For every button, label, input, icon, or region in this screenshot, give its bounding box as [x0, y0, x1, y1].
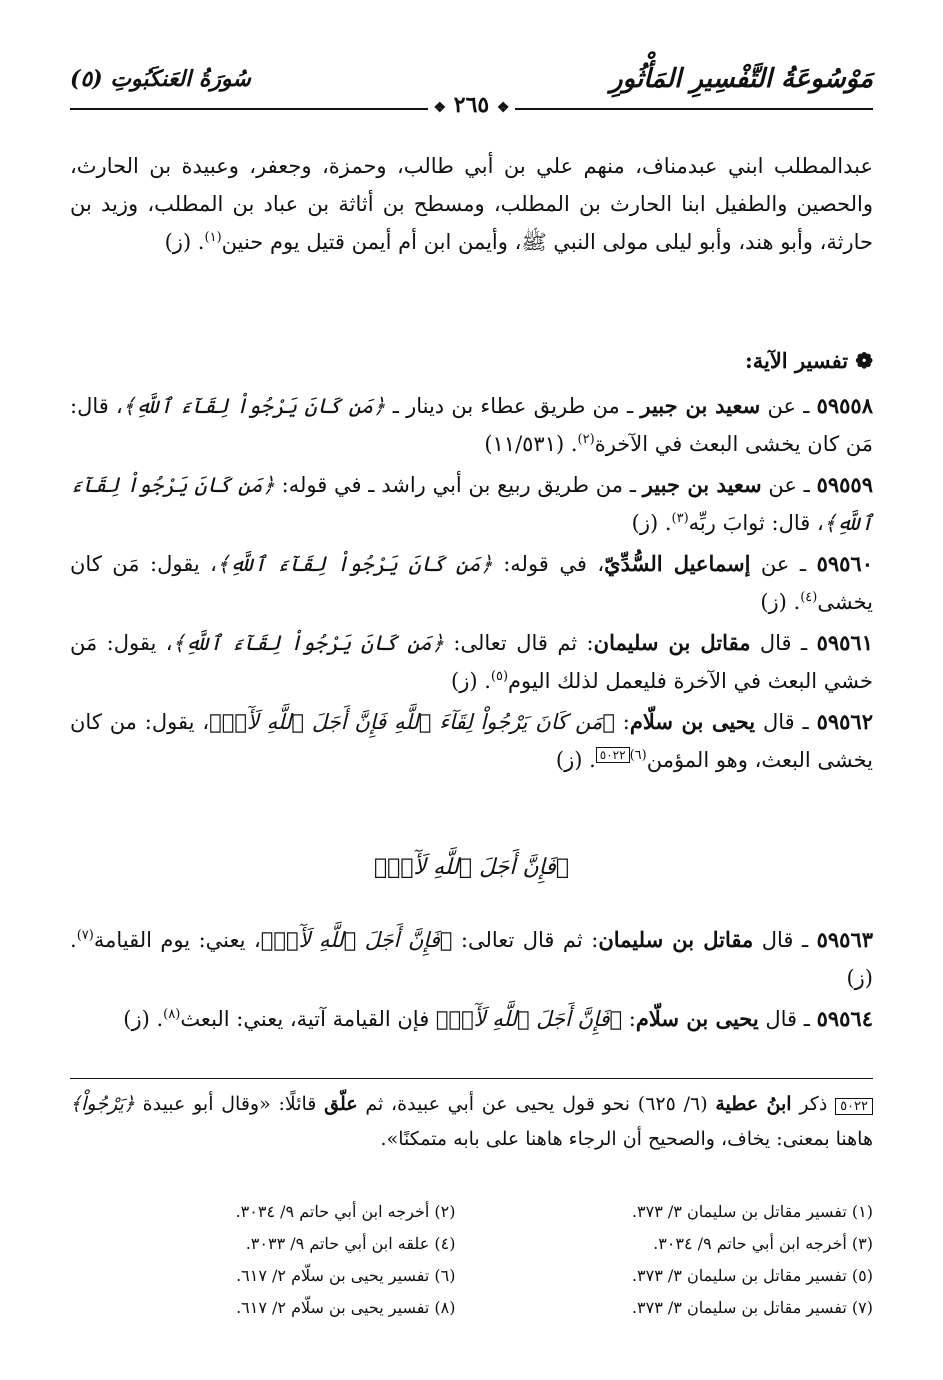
item-text: ، يقول: مَن خشي البعث في الآخرة فليعمل لذلك اليوم: [70, 631, 873, 693]
cross-reference-box: ٥٠٢٢: [596, 747, 630, 763]
footnote-marker: (١): [204, 230, 222, 245]
narrator-name: سعيد بن جبير: [640, 393, 761, 418]
surah-title: سُورَةُ العَنكَبُوتِ (٥): [70, 66, 251, 92]
footnotes-column-right: [488, 1196, 873, 1324]
intro-paragraph: [70, 147, 873, 261]
tafsir-item: [70, 921, 873, 997]
section-heading: [745, 343, 873, 379]
quran-quote: ﴿فَإِنَّ أَجَلَ ٱللَّهِ لَأٓتٖ﴾: [435, 1007, 623, 1031]
footnote-marker: (٣): [671, 511, 689, 526]
ornament-icon: ❖: [433, 100, 447, 116]
footnote: (٢) أخرجه ابن أبي حاتم ٩/ ٣٠٣٤.: [235, 1202, 456, 1221]
footnote-marker: (٧): [76, 928, 94, 943]
note-text: ذكر: [791, 1093, 836, 1115]
cross-reference-box: ٥٠٢٢: [835, 1098, 873, 1115]
item-tail: . (ز): [631, 511, 672, 535]
item-tail: . (ز): [555, 748, 596, 772]
item-number: ٥٩٥٥٨: [816, 393, 873, 418]
narrator-name: ابنُ عطية: [715, 1093, 792, 1115]
footnote: (٧) تفسير مقاتل بن سليمان ٣/ ٣٧٣.: [631, 1298, 873, 1317]
item-text: ـ قال: [755, 710, 817, 734]
footnote: (٥) تفسير مقاتل بن سليمان ٣/ ٣٧٣.: [631, 1266, 873, 1285]
quran-quote: ﴿مَن كَانَ يَرْجُواْ لِقَآءَ ٱللَّهِ﴾: [216, 552, 493, 576]
tafsir-item: [70, 545, 873, 621]
item-text: ـ قال: [750, 631, 817, 655]
tafsir-item: [70, 703, 873, 779]
narrator-name: سعيد بن جبير: [642, 472, 762, 497]
section-heading-text: تفسير الآية:: [744, 348, 849, 373]
item-tail: . (١١/٥٣١): [484, 432, 578, 456]
footnote-marker: (٢): [577, 432, 595, 447]
footnote: (٣) أخرجه ابن أبي حاتم ٩/ ٣٠٣٤.: [653, 1234, 873, 1253]
narrator-name: مقاتل بن سليمان: [598, 927, 754, 952]
footnote-marker: (٥): [490, 669, 509, 684]
book-title: مَوْسُوعَةُ التَّفْسِيرِ المَأْثُورِ: [610, 64, 873, 94]
item-tail: . (ز): [123, 1007, 164, 1031]
narrator-name: يحيى بن سلّام: [635, 1006, 759, 1031]
item-number: ٥٩٥٦١: [816, 630, 873, 655]
item-text: فإن القيامة آتية، يعني: البعث: [180, 1007, 436, 1031]
item-text: ـ عن: [760, 394, 817, 418]
note-verb: علّق: [324, 1093, 358, 1115]
item-number: ٥٩٥٦٠: [816, 551, 873, 576]
item-text: ـ قال: [758, 1007, 817, 1031]
item-text: ، يعني: يوم القيامة: [93, 928, 261, 952]
narrator-name: إسماعيل السُّدِّيّ: [604, 551, 751, 576]
footnote: (٦) تفسير يحيى بن سلّام ٢/ ٦١٧.: [236, 1266, 456, 1285]
narrator-name: مقاتل بن سليمان: [593, 630, 751, 655]
tafsir-item: [70, 624, 873, 700]
editor-note: [70, 1087, 873, 1157]
note-text: هاهنا بمعنى: يخاف، والصحيح أن الرجاء هاهنا على بابه متمكنًا».: [380, 1128, 873, 1150]
tafsir-items: [70, 387, 873, 782]
tafsir-item: [70, 387, 873, 463]
item-tail: . (ز): [760, 590, 801, 614]
item-text: ـ عن: [750, 552, 817, 576]
footnote: (١) تفسير مقاتل بن سليمان ٣/ ٣٧٣.: [631, 1202, 873, 1221]
footnote: (٤) علقه ابن أبي حاتم ٩/ ٣٠٣٣.: [245, 1234, 456, 1253]
note-text: (٦/ ٦٢٥) نحو قول يحيى عن أبي عبيدة، ثم: [357, 1093, 716, 1115]
item-text: : ثم قال تعالى:: [444, 631, 594, 655]
item-text: ، يقول: من كان يخشى البعث، وهو المؤمن: [70, 710, 873, 772]
item-text: ـ عن: [761, 473, 817, 497]
footnotes: [70, 1196, 873, 1326]
narrator-name: يحيى بن سلّام: [629, 709, 756, 734]
intro-text: عبدالمطلب ابني عبدمناف، منهم علي بن أبي طالب، وحمزة، وجعفر، وعبيدة بن الحارث، والحصين والطفيل ابنا الحارث بن المطلب، ومسطح بن أثاثة بن عباد بن المطلب، وزيد بن حارثة، وأبو هند، وأبو ليلى مولى النبي ﷺ، وأيمن ابن أم أيمن قتيل يوم حنين: [70, 154, 873, 254]
item-number: ٥٩٥٦٣: [816, 927, 874, 952]
quran-quote: ﴿مَن كَانَ يَرْجُواْ لِقَآءَ ٱللَّهِ فَإِنَّ أَجَلَ ٱللَّهِ لَأٓتٖ﴾: [209, 710, 615, 734]
ayah-heading: ﴿فَإِنَّ أَجَلَ ٱللَّهِ لَأٓتٖ﴾: [373, 855, 570, 880]
item-text: :: [622, 1007, 636, 1031]
item-text: ـ قال: [753, 928, 817, 952]
quran-quote: ﴿مَن كَانَ يَرْجُواْ لِقَآءَ ٱللَّهِ﴾: [172, 631, 444, 655]
quran-quote: ﴿مَن كَانَ يَرْجُواْ لِقَآءَ ٱللَّهِ﴾: [122, 394, 386, 418]
page-number: [428, 92, 516, 118]
tafsir-items-2: [70, 921, 873, 1041]
item-number: ٥٩٥٥٩: [816, 472, 873, 497]
item-text: ـ من طريق ربيع بن أبي راشد ـ في قوله:: [274, 473, 643, 497]
footnotes-column-left: [70, 1196, 455, 1324]
footnote-marker: (٤): [800, 590, 818, 605]
intro-tail: . (ز): [164, 230, 205, 254]
footnote-rule: [70, 1078, 873, 1079]
item-text: :: [614, 710, 630, 734]
footnote-marker: (٦): [629, 748, 647, 763]
flower-icon: ❁: [855, 348, 873, 373]
item-tail: . (ز): [451, 669, 491, 693]
item-text: ـ من طريق عطاء بن دينار ـ: [385, 394, 641, 418]
tafsir-item: [70, 466, 873, 542]
item-text: ، يقول: مَن كان يخشى: [70, 552, 873, 614]
footnote: (٨) تفسير يحيى بن سلّام ٢/ ٦١٧.: [236, 1298, 456, 1317]
page-number-text: ٢٦٥: [453, 92, 490, 118]
footnote-marker: (٨): [163, 1007, 181, 1022]
tafsir-item: [70, 1000, 873, 1038]
item-text: ، قال: ثوابَ ربِّه: [688, 511, 824, 535]
quran-quote: ﴿يَرْجُواْ﴾: [70, 1093, 135, 1115]
item-text: : ثم قال تعالى:: [452, 928, 599, 952]
item-number: ٥٩٥٦٤: [816, 1006, 873, 1031]
item-text: ، قال: مَن كان يخشى البعث في الآخرة: [70, 394, 873, 456]
note-text: قائلًا: «وقال أبو عبيدة: [134, 1093, 325, 1115]
quran-quote: ﴿مَن كَانَ يَرْجُواْ لِقَآءَ ٱللَّهِ﴾: [70, 473, 873, 535]
item-tail: . (ز): [70, 928, 873, 990]
item-number: ٥٩٥٦٢: [816, 709, 873, 734]
ornament-icon: ❖: [496, 100, 510, 116]
quran-quote: ﴿فَإِنَّ أَجَلَ ٱللَّهِ لَأٓتٖ﴾: [260, 928, 453, 952]
item-text: ، في قوله:: [492, 552, 605, 576]
